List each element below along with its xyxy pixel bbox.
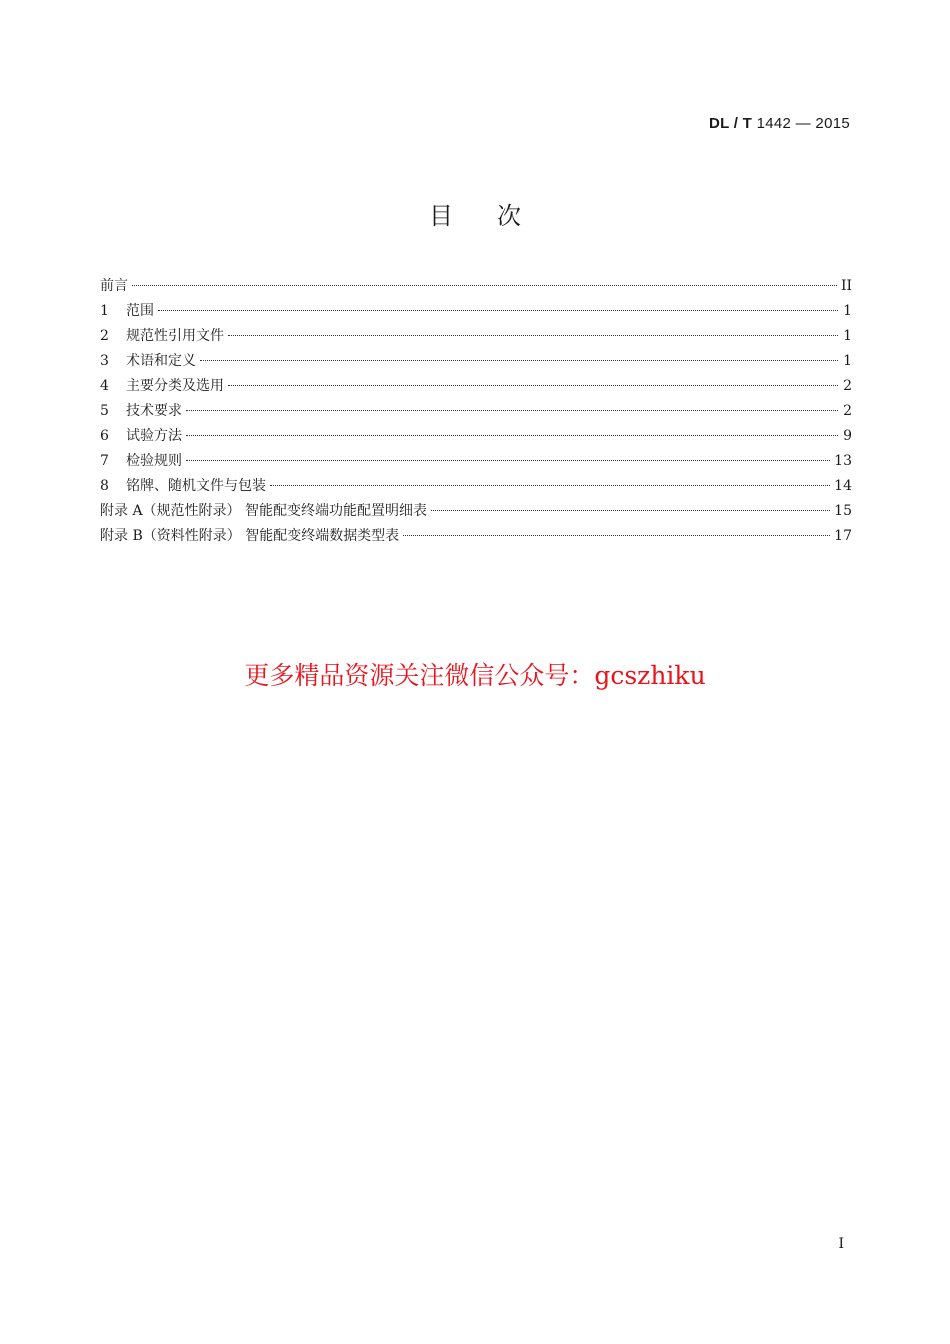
toc-entry-number: 4 <box>100 378 109 394</box>
toc-entry-page: 9 <box>843 428 852 444</box>
toc-leader-dots <box>431 510 830 511</box>
toc-entry-label: 范围 <box>126 303 154 319</box>
toc-leader-dots <box>186 460 830 461</box>
toc-entry-label: 术语和定义 <box>126 353 196 369</box>
toc-entry-page: 2 <box>843 403 852 419</box>
toc-entry-page: 14 <box>834 478 852 494</box>
toc-entry-number: 3 <box>100 353 109 369</box>
toc-entry-label: 附录 A（规范性附录） 智能配变终端功能配置明细表 <box>100 503 428 519</box>
toc-entry-page: 1 <box>843 328 852 344</box>
toc-leader-dots <box>186 435 838 436</box>
toc-entry-1[interactable] <box>100 301 852 326</box>
document-code-number: 1442 — 2015 <box>752 115 850 132</box>
toc-entry-page: 13 <box>834 453 852 469</box>
toc-entry-page: 17 <box>834 528 852 544</box>
toc-leader-dots <box>403 535 830 536</box>
document-code <box>709 115 850 132</box>
toc-entry-label: 主要分类及选用 <box>126 378 224 394</box>
toc-entry-page: II <box>840 278 852 294</box>
toc-entry-foreword[interactable] <box>100 276 852 301</box>
table-of-contents <box>100 276 852 551</box>
toc-entry-appendix-b[interactable] <box>100 526 852 551</box>
toc-entry-page: 1 <box>843 303 852 319</box>
toc-entry-number: 6 <box>100 428 109 444</box>
toc-entry-number: 1 <box>100 303 109 319</box>
toc-entry-3[interactable] <box>100 351 852 376</box>
toc-entry-number: 7 <box>100 453 109 469</box>
toc-entry-label: 铭牌、随机文件与包装 <box>126 478 266 494</box>
toc-entry-7[interactable] <box>100 451 852 476</box>
toc-entry-2[interactable] <box>100 326 852 351</box>
toc-entry-4[interactable] <box>100 376 852 401</box>
promo-watermark-text: 更多精品资源关注微信公众号：gcszhiku <box>244 661 706 690</box>
toc-leader-dots <box>132 285 837 286</box>
toc-leader-dots <box>270 485 830 486</box>
toc-leader-dots <box>186 410 838 411</box>
document-code-prefix: DL / T <box>708 115 753 132</box>
page-number: I <box>838 1236 844 1252</box>
toc-entry-page: 2 <box>843 378 852 394</box>
toc-entry-label: 技术要求 <box>126 403 182 419</box>
toc-leader-dots <box>228 335 838 336</box>
toc-entry-page: 1 <box>843 353 852 369</box>
toc-leader-dots <box>158 310 838 311</box>
toc-entry-6[interactable] <box>100 426 852 451</box>
toc-entry-page: 15 <box>834 503 852 519</box>
toc-entry-label: 检验规则 <box>126 453 182 469</box>
toc-entry-8[interactable] <box>100 476 852 501</box>
toc-entry-label: 试验方法 <box>126 428 182 444</box>
toc-entry-label: 规范性引用文件 <box>126 328 224 344</box>
toc-leader-dots <box>228 385 838 386</box>
toc-leader-dots <box>200 360 838 361</box>
toc-entry-5[interactable] <box>100 401 852 426</box>
toc-entry-label: 附录 B（资料性附录） 智能配变终端数据类型表 <box>100 528 400 544</box>
toc-entry-number: 5 <box>100 403 109 419</box>
toc-entry-label: 前言 <box>100 278 128 294</box>
toc-entry-number: 2 <box>100 328 109 344</box>
toc-entry-appendix-a[interactable] <box>100 501 852 526</box>
page-title: 目次 <box>429 202 565 230</box>
toc-entry-number: 8 <box>100 478 109 494</box>
